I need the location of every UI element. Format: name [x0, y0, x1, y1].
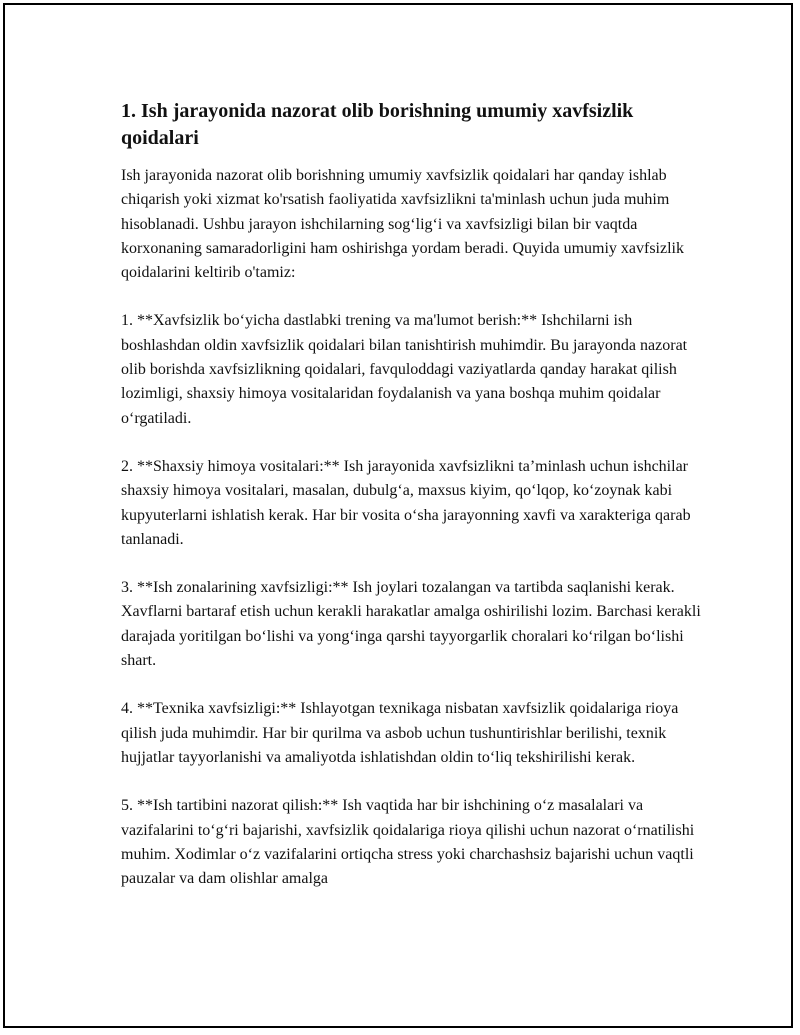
rule-5-paragraph: 5. **Ish tartibini nazorat qilish:** Ish vaqtida har bir ishchining o‘z masalalari va vazifalarini to‘g‘ri bajarishi, xavfsizlik qoidalariga rioya qilishi uchun nazorat o‘rnatilishi muhim. Xodimlar o‘z vazifalarini ortiqcha stress yoki charchashsiz bajarishi uchun vaqtli pauzalar va dam olishlar amalga [121, 797, 695, 888]
rule-1-paragraph: 1. **Xavfsizlik bo‘yicha dastlabki trening va ma'lumot berish:** Ishchilarni ish boshlashdan oldin xavfsizlik qoidalari bilan tanishtirish muhimdir. Bu jarayonda nazorat olib borishda xavfsizlikning qoidalari, favquloddagi vaziyatlarda qanday harakat qilish lozimligi, shaxsiy himoya vositalaridan foydalanish va yana boshqa muhim qoidalar o‘rgatiladi. [121, 312, 688, 427]
page-frame [3, 3, 793, 1028]
section-heading: 1. Ish jarayonida nazorat olib borishning umumiy xavfsizlik qoidalari [121, 100, 634, 149]
document-body [121, 98, 701, 915]
rule-4-paragraph: 4. **Texnika xavfsizligi:** Ishlayotgan texnikaga nisbatan xavfsizlik qoidalariga rioya qilish juda muhimdir. Har bir qurilma va asbob uchun tushuntirishlar berilishi, texnik hujjatlar tayyorlanishi va amaliyotda ishlatishdan oldin to‘liq tekshirilishi kerak. [121, 700, 679, 766]
rule-2-paragraph: 2. **Shaxsiy himoya vositalari:** Ish jarayonida xavfsizlikni ta’minlash uchun ishchilar shaxsiy himoya vositalari, masalan, dubulg‘a, maxsus kiyim, qo‘lqop, ko‘zoynak kabi kupyuterlarni ishlatish kerak. Har bir vosita o‘sha jarayonning xavfi va xarakteriga qarab tanlanadi. [121, 457, 691, 548]
intro-paragraph: Ish jarayonida nazorat olib borishning umumiy xavfsizlik qoidalari har qanday ishlab chiqarish yoki xizmat ko'rsatish faoliyatida xavfsizlikni ta'minlash uchun juda muhim hisoblanadi. Ushbu jarayon ishchilarning sog‘lig‘i va xavfsizligi bilan bir vaqtda korxonaning samaradorligini ham oshirishga yordam beradi. Quyida umumiy xavfsizlik qoidalarini keltirib o'tamiz: [121, 167, 684, 282]
rule-3-paragraph: 3. **Ish zonalarining xavfsizligi:** Ish joylari tozalangan va tartibda saqlanishi kerak. Xavflarni bartaraf etish uchun kerakli harakatlar amalga oshirilishi lozim. Barchasi kerakli darajada yoritilgan bo‘lishi va yong‘inga qarshi tayyorgarlik choralari ko‘rilgan bo‘lishi shart. [121, 579, 701, 670]
